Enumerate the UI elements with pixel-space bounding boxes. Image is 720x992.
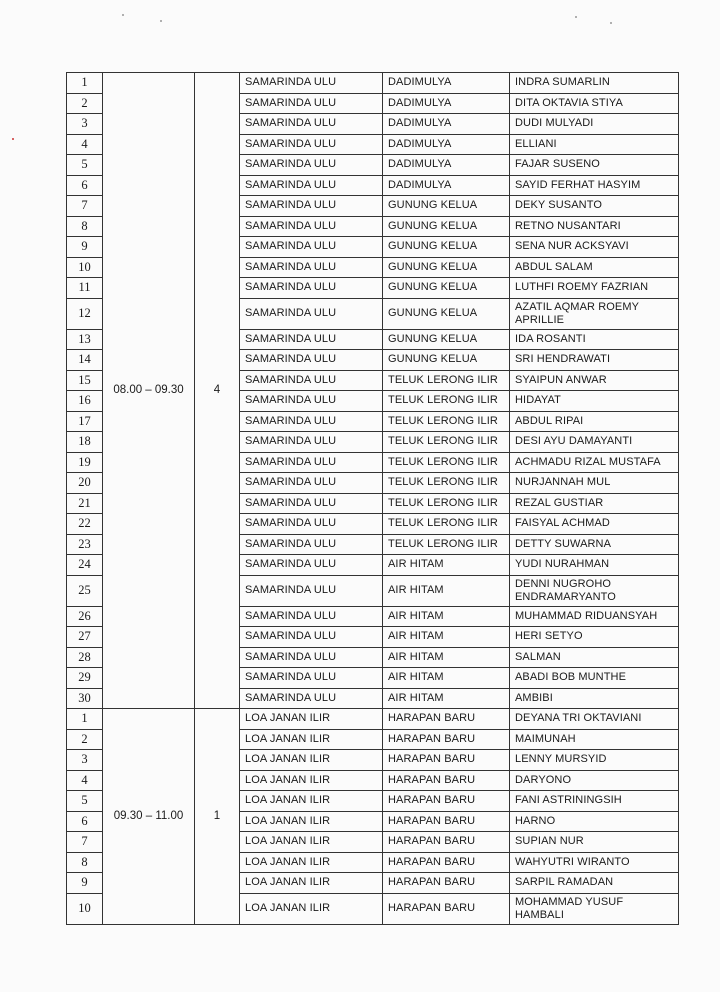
kecamatan-cell: SAMARINDA ULU: [240, 391, 383, 412]
participant-name-cell: HIDAYAT: [510, 391, 679, 412]
kecamatan-cell: LOA JANAN ILIR: [240, 811, 383, 832]
kecamatan-cell: SAMARINDA ULU: [240, 196, 383, 217]
kecamatan-cell: SAMARINDA ULU: [240, 514, 383, 535]
kecamatan-cell: SAMARINDA ULU: [240, 606, 383, 627]
participant-name-cell: AMBIBI: [510, 688, 679, 709]
kelurahan-cell: DADIMULYA: [383, 155, 510, 176]
kelurahan-cell: HARAPAN BARU: [383, 791, 510, 812]
kelurahan-cell: HARAPAN BARU: [383, 832, 510, 853]
participant-name-cell: ABDUL RIPAI: [510, 411, 679, 432]
group-number-cell: 4: [195, 73, 240, 709]
kecamatan-cell: LOA JANAN ILIR: [240, 709, 383, 730]
kecamatan-cell: SAMARINDA ULU: [240, 329, 383, 350]
participant-name-cell: HERI SETYO: [510, 627, 679, 648]
participant-name-cell: DITA OKTAVIA STIYA: [510, 93, 679, 114]
row-number-cell: 7: [67, 196, 103, 217]
row-number-cell: 14: [67, 350, 103, 371]
kecamatan-cell: SAMARINDA ULU: [240, 175, 383, 196]
participant-name-cell: REZAL GUSTIAR: [510, 493, 679, 514]
participant-name-cell: SALMAN: [510, 647, 679, 668]
participant-name-cell: FAISYAL ACHMAD: [510, 514, 679, 535]
row-number-cell: 15: [67, 370, 103, 391]
kecamatan-cell: SAMARINDA ULU: [240, 452, 383, 473]
participant-name-cell: MUHAMMAD RIDUANSYAH: [510, 606, 679, 627]
kelurahan-cell: TELUK LERONG ILIR: [383, 432, 510, 453]
kelurahan-cell: GUNUNG KELUA: [383, 350, 510, 371]
kelurahan-cell: HARAPAN BARU: [383, 729, 510, 750]
kelurahan-cell: HARAPAN BARU: [383, 811, 510, 832]
group-number-cell: 1: [195, 709, 240, 925]
row-number-cell: 6: [67, 811, 103, 832]
kecamatan-cell: SAMARINDA ULU: [240, 534, 383, 555]
kecamatan-cell: SAMARINDA ULU: [240, 114, 383, 135]
participant-name-cell: YUDI NURAHMAN: [510, 555, 679, 576]
participant-name-cell: NURJANNAH MUL: [510, 473, 679, 494]
kelurahan-cell: DADIMULYA: [383, 73, 510, 94]
kelurahan-cell: AIR HITAM: [383, 606, 510, 627]
kelurahan-cell: TELUK LERONG ILIR: [383, 514, 510, 535]
participant-name-cell: SRI HENDRAWATI: [510, 350, 679, 371]
schedule-table-body: [67, 73, 679, 925]
row-number-cell: 9: [67, 873, 103, 894]
row-number-cell: 5: [67, 791, 103, 812]
participant-name-cell: AZATIL AQMAR ROEMY APRILLIE: [510, 298, 679, 329]
kecamatan-cell: LOA JANAN ILIR: [240, 852, 383, 873]
kecamatan-cell: SAMARINDA ULU: [240, 298, 383, 329]
kecamatan-cell: SAMARINDA ULU: [240, 647, 383, 668]
kecamatan-cell: SAMARINDA ULU: [240, 555, 383, 576]
session-time-cell: 09.30 – 11.00: [103, 709, 195, 925]
kelurahan-cell: DADIMULYA: [383, 134, 510, 155]
kelurahan-cell: GUNUNG KELUA: [383, 237, 510, 258]
row-number-cell: 22: [67, 514, 103, 535]
participant-name-cell: ABADI BOB MUNTHE: [510, 668, 679, 689]
participant-name-cell: RETNO NUSANTARI: [510, 216, 679, 237]
table-row: [67, 73, 679, 94]
participant-name-cell: DEKY SUSANTO: [510, 196, 679, 217]
participant-name-cell: WAHYUTRI WIRANTO: [510, 852, 679, 873]
participant-name-cell: IDA ROSANTI: [510, 329, 679, 350]
kecamatan-cell: SAMARINDA ULU: [240, 493, 383, 514]
row-number-cell: 18: [67, 432, 103, 453]
kelurahan-cell: TELUK LERONG ILIR: [383, 473, 510, 494]
kecamatan-cell: LOA JANAN ILIR: [240, 873, 383, 894]
participant-name-cell: DUDI MULYADI: [510, 114, 679, 135]
kelurahan-cell: TELUK LERONG ILIR: [383, 391, 510, 412]
kecamatan-cell: LOA JANAN ILIR: [240, 791, 383, 812]
row-number-cell: 6: [67, 175, 103, 196]
participant-name-cell: ACHMADU RIZAL MUSTAFA: [510, 452, 679, 473]
session-time-cell: 08.00 – 09.30: [103, 73, 195, 709]
kelurahan-cell: HARAPAN BARU: [383, 750, 510, 771]
row-number-cell: 10: [67, 893, 103, 924]
kelurahan-cell: TELUK LERONG ILIR: [383, 452, 510, 473]
kecamatan-cell: LOA JANAN ILIR: [240, 893, 383, 924]
row-number-cell: 9: [67, 237, 103, 258]
row-number-cell: 27: [67, 627, 103, 648]
row-number-cell: 25: [67, 575, 103, 606]
kecamatan-cell: SAMARINDA ULU: [240, 237, 383, 258]
participant-name-cell: SAYID FERHAT HASYIM: [510, 175, 679, 196]
row-number-cell: 24: [67, 555, 103, 576]
kelurahan-cell: AIR HITAM: [383, 647, 510, 668]
row-number-cell: 2: [67, 93, 103, 114]
row-number-cell: 7: [67, 832, 103, 853]
row-number-cell: 30: [67, 688, 103, 709]
kecamatan-cell: SAMARINDA ULU: [240, 93, 383, 114]
kecamatan-cell: SAMARINDA ULU: [240, 155, 383, 176]
row-number-cell: 3: [67, 114, 103, 135]
row-number-cell: 11: [67, 278, 103, 299]
participant-name-cell: HARNO: [510, 811, 679, 832]
kecamatan-cell: SAMARINDA ULU: [240, 257, 383, 278]
row-number-cell: 4: [67, 770, 103, 791]
kelurahan-cell: GUNUNG KELUA: [383, 298, 510, 329]
row-number-cell: 20: [67, 473, 103, 494]
participant-name-cell: DESI AYU DAMAYANTI: [510, 432, 679, 453]
kelurahan-cell: TELUK LERONG ILIR: [383, 411, 510, 432]
participant-name-cell: FANI ASTRININGSIH: [510, 791, 679, 812]
participant-name-cell: SUPIAN NUR: [510, 832, 679, 853]
row-number-cell: 2: [67, 729, 103, 750]
row-number-cell: 19: [67, 452, 103, 473]
kecamatan-cell: SAMARINDA ULU: [240, 134, 383, 155]
kelurahan-cell: TELUK LERONG ILIR: [383, 534, 510, 555]
kelurahan-cell: GUNUNG KELUA: [383, 329, 510, 350]
row-number-cell: 17: [67, 411, 103, 432]
row-number-cell: 26: [67, 606, 103, 627]
kelurahan-cell: DADIMULYA: [383, 93, 510, 114]
kecamatan-cell: SAMARINDA ULU: [240, 411, 383, 432]
kecamatan-cell: SAMARINDA ULU: [240, 668, 383, 689]
participant-name-cell: LUTHFI ROEMY FAZRIAN: [510, 278, 679, 299]
kecamatan-cell: LOA JANAN ILIR: [240, 729, 383, 750]
row-number-cell: 1: [67, 73, 103, 94]
kelurahan-cell: HARAPAN BARU: [383, 770, 510, 791]
kelurahan-cell: AIR HITAM: [383, 627, 510, 648]
kecamatan-cell: SAMARINDA ULU: [240, 278, 383, 299]
kelurahan-cell: GUNUNG KELUA: [383, 257, 510, 278]
row-number-cell: 3: [67, 750, 103, 771]
row-number-cell: 12: [67, 298, 103, 329]
participant-name-cell: SARPIL RAMADAN: [510, 873, 679, 894]
participant-name-cell: DETTY SUWARNA: [510, 534, 679, 555]
participant-name-cell: ELLIANI: [510, 134, 679, 155]
kelurahan-cell: TELUK LERONG ILIR: [383, 493, 510, 514]
row-number-cell: 21: [67, 493, 103, 514]
kecamatan-cell: SAMARINDA ULU: [240, 432, 383, 453]
row-number-cell: 1: [67, 709, 103, 730]
row-number-cell: 8: [67, 852, 103, 873]
kelurahan-cell: AIR HITAM: [383, 575, 510, 606]
kecamatan-cell: LOA JANAN ILIR: [240, 770, 383, 791]
participant-name-cell: DARYONO: [510, 770, 679, 791]
kecamatan-cell: SAMARINDA ULU: [240, 216, 383, 237]
kelurahan-cell: HARAPAN BARU: [383, 873, 510, 894]
participant-name-cell: DENNI NUGROHO ENDRAMARYANTO: [510, 575, 679, 606]
kecamatan-cell: SAMARINDA ULU: [240, 350, 383, 371]
participant-name-cell: SYAIPUN ANWAR: [510, 370, 679, 391]
row-number-cell: 28: [67, 647, 103, 668]
participant-name-cell: ABDUL SALAM: [510, 257, 679, 278]
kelurahan-cell: HARAPAN BARU: [383, 709, 510, 730]
row-number-cell: 29: [67, 668, 103, 689]
kelurahan-cell: DADIMULYA: [383, 175, 510, 196]
participant-name-cell: LENNY MURSYID: [510, 750, 679, 771]
table-row: [67, 709, 679, 730]
participant-name-cell: DEYANA TRI OKTAVIANI: [510, 709, 679, 730]
kelurahan-cell: AIR HITAM: [383, 555, 510, 576]
kelurahan-cell: DADIMULYA: [383, 114, 510, 135]
row-number-cell: 8: [67, 216, 103, 237]
kelurahan-cell: AIR HITAM: [383, 668, 510, 689]
kelurahan-cell: AIR HITAM: [383, 688, 510, 709]
kelurahan-cell: GUNUNG KELUA: [383, 196, 510, 217]
kelurahan-cell: GUNUNG KELUA: [383, 278, 510, 299]
schedule-table: [66, 72, 679, 925]
row-number-cell: 5: [67, 155, 103, 176]
kelurahan-cell: HARAPAN BARU: [383, 893, 510, 924]
row-number-cell: 4: [67, 134, 103, 155]
kecamatan-cell: SAMARINDA ULU: [240, 473, 383, 494]
kecamatan-cell: SAMARINDA ULU: [240, 627, 383, 648]
row-number-cell: 16: [67, 391, 103, 412]
participant-name-cell: FAJAR SUSENO: [510, 155, 679, 176]
row-number-cell: 10: [67, 257, 103, 278]
kelurahan-cell: GUNUNG KELUA: [383, 216, 510, 237]
participant-name-cell: SENA NUR ACKSYAVI: [510, 237, 679, 258]
kecamatan-cell: SAMARINDA ULU: [240, 370, 383, 391]
row-number-cell: 23: [67, 534, 103, 555]
kelurahan-cell: HARAPAN BARU: [383, 852, 510, 873]
participant-name-cell: INDRA SUMARLIN: [510, 73, 679, 94]
kecamatan-cell: LOA JANAN ILIR: [240, 750, 383, 771]
kelurahan-cell: TELUK LERONG ILIR: [383, 370, 510, 391]
kecamatan-cell: SAMARINDA ULU: [240, 688, 383, 709]
kecamatan-cell: SAMARINDA ULU: [240, 575, 383, 606]
participant-name-cell: MOHAMMAD YUSUF HAMBALI: [510, 893, 679, 924]
participant-name-cell: MAIMUNAH: [510, 729, 679, 750]
kecamatan-cell: SAMARINDA ULU: [240, 73, 383, 94]
row-number-cell: 13: [67, 329, 103, 350]
kecamatan-cell: LOA JANAN ILIR: [240, 832, 383, 853]
